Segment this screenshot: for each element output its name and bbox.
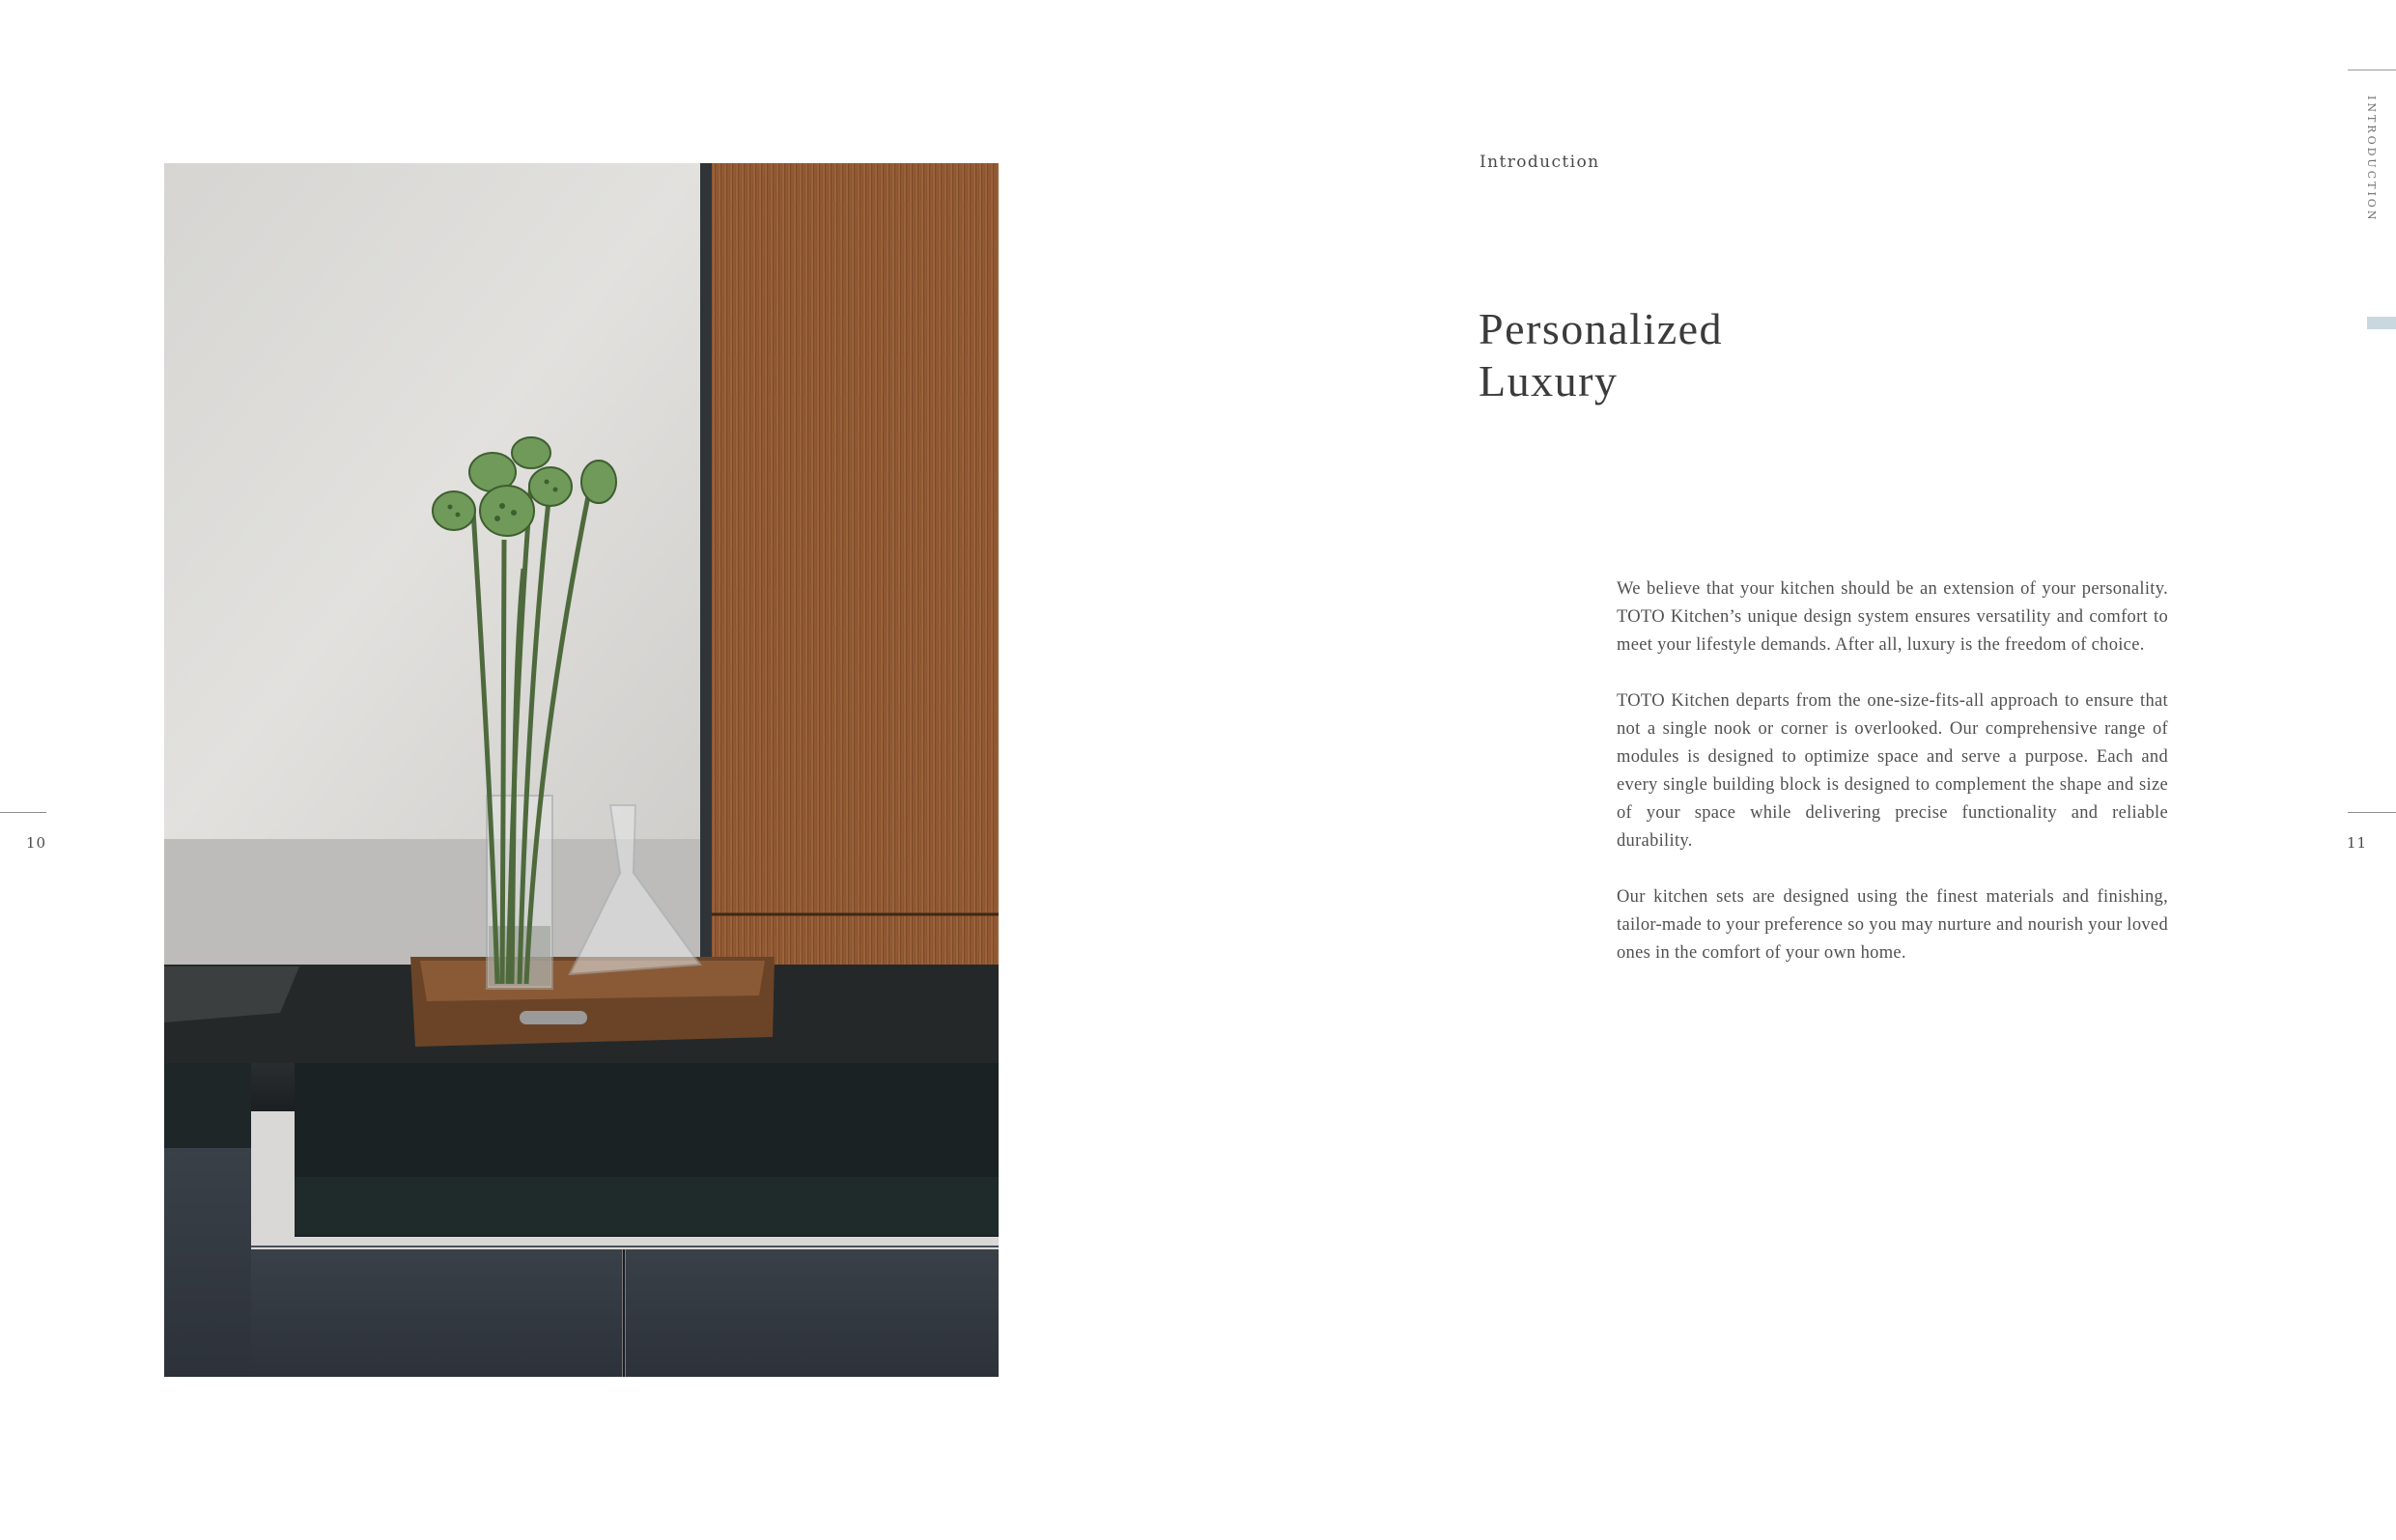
intro-body <box>1617 575 2168 995</box>
kitchen-photo <box>164 163 999 1377</box>
paragraph: We believe that your kitchen should be an extension of your personality. TOTO Kitchen’s unique design system ensures versatility and comfort to meet your lifestyle demands. After all, luxury is the freedom of choice. <box>1617 579 2168 655</box>
page-title-line-2: Luxury <box>1479 356 1619 406</box>
section-label: Introduction <box>1480 153 1600 172</box>
kitchen-photo-illustration <box>164 163 999 1377</box>
side-tab-label: INTRODUCTION <box>2365 96 2378 223</box>
page-title-line-1: Personalized <box>1479 304 1724 353</box>
page-number-rule-left <box>0 812 46 813</box>
page-number-rule-right <box>2348 812 2396 813</box>
paragraph: TOTO Kitchen departs from the one-size-fits-all approach to ensure that not a single nook or corner is overlooked. Our comprehensive range of modules is designed to optimize space and serve a purpose. Each and every single building block is designed to complement the shape and size of your space while delivering precise functionality and reliable durability. <box>1617 691 2168 851</box>
side-tab-marker <box>2367 317 2396 329</box>
right-page <box>1198 0 2396 1540</box>
page-number-left: 10 <box>26 834 47 852</box>
paragraph: Our kitchen sets are designed using the finest materials and finishing, tailor-made to your preference so you may nurture and nourish your loved ones in the comfort of your own home. <box>1617 887 2168 963</box>
page-number-right: 11 <box>2347 834 2368 852</box>
page-title <box>1479 303 1723 407</box>
